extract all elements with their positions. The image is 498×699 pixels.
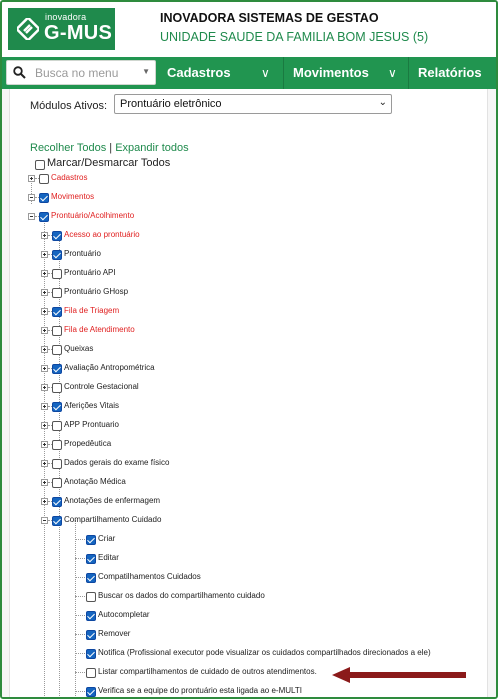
tree-node-label: Cadastros xyxy=(51,173,88,182)
tree-node-label: Anotação Médica xyxy=(64,477,126,486)
expand-icon[interactable] xyxy=(41,232,48,239)
permission-checkbox[interactable] xyxy=(39,193,49,203)
menu-divider xyxy=(283,57,284,89)
permission-checkbox[interactable] xyxy=(52,383,62,393)
tree-node-label: Prontuário xyxy=(64,249,101,258)
permission-checkbox[interactable] xyxy=(86,687,96,697)
expand-icon[interactable] xyxy=(41,308,48,315)
permission-checkbox[interactable] xyxy=(52,440,62,450)
permission-checkbox[interactable] xyxy=(52,250,62,260)
expand-icon[interactable] xyxy=(41,403,48,410)
tree-node-label: Prontuário GHosp xyxy=(64,287,129,296)
tree-node-label: Movimentos xyxy=(51,192,95,201)
menu-search-input[interactable] xyxy=(6,60,156,85)
company-title: INOVADORA SISTEMAS DE GESTAO xyxy=(160,11,379,25)
expand-icon[interactable] xyxy=(41,384,48,391)
tree-node-label: Marcar/Desmarcar Todos xyxy=(47,157,171,169)
expand-icon[interactable] xyxy=(41,327,48,334)
expand-icon[interactable] xyxy=(41,479,48,486)
permission-checkbox[interactable] xyxy=(39,174,49,184)
permission-checkbox[interactable] xyxy=(86,611,96,621)
tree-node-label: Criar xyxy=(98,534,116,543)
tree-guide-line xyxy=(75,520,76,696)
link-separator: | xyxy=(109,142,113,154)
menu-divider xyxy=(408,57,409,89)
permission-checkbox[interactable] xyxy=(86,592,96,602)
tree-node-label: Remover xyxy=(98,629,131,638)
permissions-panel xyxy=(9,89,488,697)
modulos-select[interactable] xyxy=(114,94,392,114)
permission-checkbox[interactable] xyxy=(39,212,49,222)
expand-icon[interactable] xyxy=(28,175,35,182)
chevron-down-icon[interactable]: ▼ xyxy=(142,67,150,76)
chevron-down-icon[interactable]: ∨ xyxy=(388,66,397,80)
gmus-logo-icon xyxy=(17,18,39,40)
app-header xyxy=(2,2,496,57)
tree-node-label: Queixas xyxy=(64,344,94,353)
expand-icon[interactable] xyxy=(41,270,48,277)
tree-node-label: Notifica (Profissional executor pode visualizar os cuidados compartilhados direcionados a ele) xyxy=(98,648,431,657)
tree-toggle-links xyxy=(30,142,189,154)
chevron-down-icon: ⌄ xyxy=(378,97,387,108)
tree-guide-line xyxy=(75,615,85,616)
permission-checkbox[interactable] xyxy=(52,478,62,488)
collapse-all-link[interactable]: Recolher Todos xyxy=(30,142,107,154)
tree-node-label: Buscar os dados do compartilhamento cuidado xyxy=(98,591,265,600)
permission-checkbox[interactable] xyxy=(86,535,96,545)
tree-node-label: Fila de Atendimento xyxy=(64,325,135,334)
tree-guide-line xyxy=(75,558,85,559)
tree-node-label: Verifica se a equipe do prontuário esta ligada ao e-MULTI xyxy=(98,686,302,695)
annotation-arrow-icon xyxy=(332,667,468,683)
permission-checkbox[interactable] xyxy=(86,649,96,659)
menu-cadastros[interactable]: Cadastros xyxy=(167,65,231,80)
permission-checkbox[interactable] xyxy=(52,269,62,279)
content-area xyxy=(2,89,496,697)
tree-guide-line xyxy=(75,596,85,597)
permission-checkbox[interactable] xyxy=(52,326,62,336)
collapse-icon[interactable] xyxy=(28,213,35,220)
tree-guide-line xyxy=(75,539,85,540)
permission-checkbox[interactable] xyxy=(52,307,62,317)
menu-movimentos[interactable]: Movimentos xyxy=(293,65,369,80)
tree-node-label: Prontuário/Acolhimento xyxy=(51,211,135,220)
permission-checkbox[interactable] xyxy=(52,231,62,241)
tree-node-label: Prontuário API xyxy=(64,268,116,277)
modulos-label: Módulos Ativos: xyxy=(30,100,108,112)
menu-relatorios[interactable]: Relatórios xyxy=(418,65,482,80)
gmus-logo[interactable] xyxy=(8,8,115,50)
permission-checkbox[interactable] xyxy=(52,364,62,374)
logo-product-name: G-MUS xyxy=(44,22,113,44)
permission-checkbox[interactable] xyxy=(86,554,96,564)
tree-guide-line xyxy=(75,691,85,692)
modulos-selected-value: Prontuário eletrônico xyxy=(120,98,222,110)
tree-node-label: Autocompletar xyxy=(98,610,150,619)
expand-all-link[interactable]: Expandir todos xyxy=(115,142,189,154)
tree-node-label: Compartilhamento Cuidado xyxy=(64,515,162,524)
search-placeholder: Busca no menu xyxy=(35,66,119,80)
permission-checkbox[interactable] xyxy=(35,160,45,170)
permission-checkbox[interactable] xyxy=(86,630,96,640)
tree-node-label: Acesso ao prontuário xyxy=(64,230,140,239)
tree-node-label: Editar xyxy=(98,553,119,562)
permission-checkbox[interactable] xyxy=(52,459,62,469)
permission-checkbox[interactable] xyxy=(52,497,62,507)
tree-node-label: Aferições Vitais xyxy=(64,401,119,410)
health-unit-name: UNIDADE SAUDE DA FAMILIA BOM JESUS (5) xyxy=(160,30,429,44)
tree-node-label: APP Prontuario xyxy=(64,420,119,429)
permission-checkbox[interactable] xyxy=(52,516,62,526)
tree-node-label: Listar compartilhamentos de cuidado de outros atendimentos. xyxy=(98,667,317,676)
expand-icon[interactable] xyxy=(41,346,48,353)
permission-checkbox[interactable] xyxy=(52,421,62,431)
tree-guide-line xyxy=(44,216,45,696)
permission-checkbox[interactable] xyxy=(86,573,96,583)
tree-node-label: Anotações de enfermagem xyxy=(64,496,161,505)
tree-node-label: Dados gerais do exame físico xyxy=(64,458,170,467)
tree-node-label: Avaliação Antropométrica xyxy=(64,363,155,372)
search-icon xyxy=(13,66,26,79)
expand-icon[interactable] xyxy=(41,441,48,448)
expand-icon[interactable] xyxy=(41,498,48,505)
tree-guide-line xyxy=(75,634,85,635)
chevron-down-icon[interactable]: ∨ xyxy=(261,66,270,80)
expand-icon[interactable] xyxy=(41,422,48,429)
expand-icon[interactable] xyxy=(41,289,48,296)
tree-guide-line xyxy=(75,653,85,654)
expand-icon[interactable] xyxy=(41,365,48,372)
tree-node-label: Fila de Triagem xyxy=(64,306,120,315)
tree-node-label: Compatilhamentos Cuidados xyxy=(98,572,201,581)
tree-node-label: Propedêutica xyxy=(64,439,112,448)
tree-node-label: Controle Gestacional xyxy=(64,382,139,391)
tree-guide-line xyxy=(75,672,85,673)
tree-guide-line xyxy=(75,577,85,578)
permission-checkbox[interactable] xyxy=(86,668,96,678)
expand-icon[interactable] xyxy=(41,251,48,258)
permission-checkbox[interactable] xyxy=(52,402,62,412)
permission-checkbox[interactable] xyxy=(52,345,62,355)
expand-icon[interactable] xyxy=(41,460,48,467)
collapse-icon[interactable] xyxy=(28,194,35,201)
logo-brand-text: inovadora xyxy=(45,12,87,22)
collapse-icon[interactable] xyxy=(41,517,48,524)
main-menu-bar xyxy=(2,57,496,89)
permission-checkbox[interactable] xyxy=(52,288,62,298)
